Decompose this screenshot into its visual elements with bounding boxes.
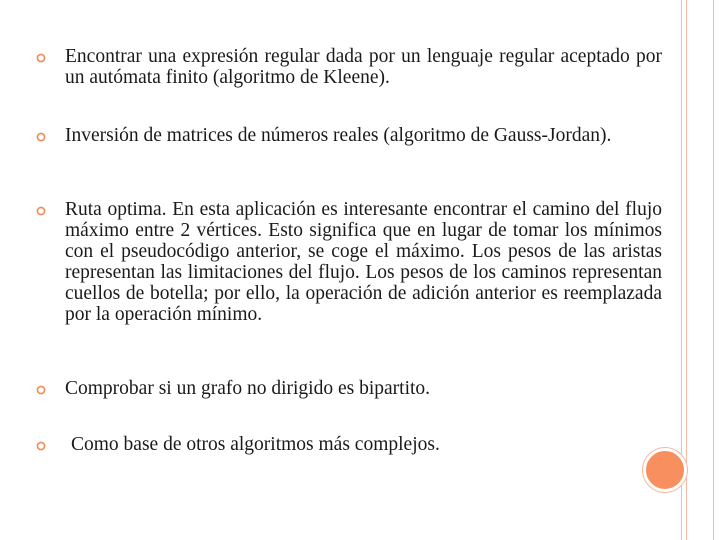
bullet-text: Ruta optima. En esta aplicación es interesante encontrar el camino del flujo máximo entre 2 vértices. Esto significa que en lugar de tomar los mínimos con el pseudocódigo anterior, se coge el máximo. Los pesos de las aristas representan las limitaciones del flujo. Los pesos de los caminos representan cuellos de botella; por ello, la operación de adición anterior es reemplazada por la operación mínimo. [65,199,662,325]
hollow-circle-bullet-icon [36,132,46,142]
hollow-circle-bullet-icon [36,441,46,451]
list-item [36,46,662,88]
bullet-text: Comprobar si un grafo no dirigido es bipartito. [65,378,431,399]
hollow-circle-bullet-icon [36,206,46,216]
list-item [36,434,662,455]
list-item [36,125,662,146]
bullet-text: Como base de otros algoritmos más complejos. [71,434,440,455]
hollow-circle-bullet-icon [36,385,46,395]
list-item [36,378,662,399]
list-item [36,199,662,325]
hollow-circle-bullet-icon [36,53,46,63]
bullet-text: Inversión de matrices de números reales (algoritmo de Gauss-Jordan). [65,125,612,146]
bullet-text: Encontrar una expresión regular dada por un lenguaje regular aceptado por un autómata finito (algoritmo de Kleene). [65,46,662,88]
